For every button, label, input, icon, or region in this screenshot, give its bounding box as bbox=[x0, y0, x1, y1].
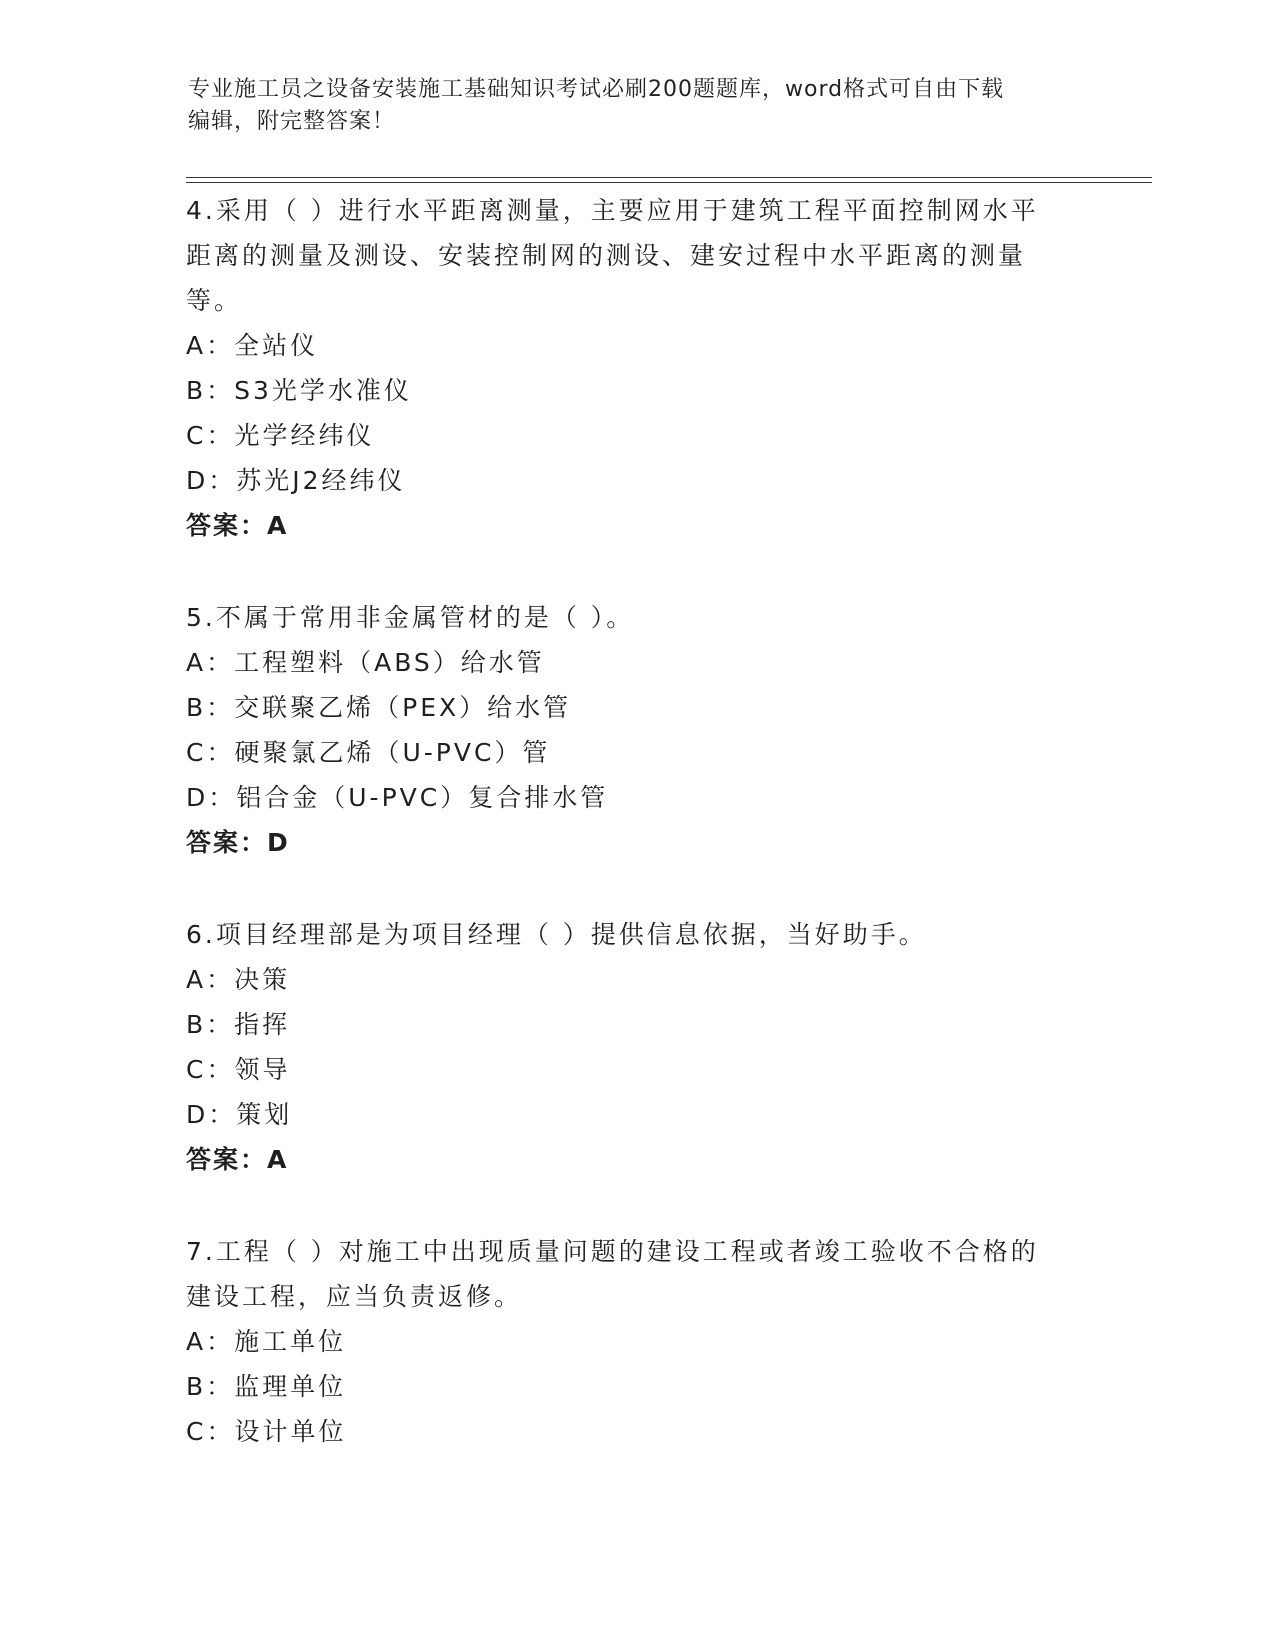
question-stem-line: 距离的测量及测设、安装控制网的测设、建安过程中水平距离的测量 bbox=[186, 241, 1027, 270]
option-a: A：施工单位 bbox=[186, 1327, 347, 1356]
question-stem-line: 5.不属于常用非金属管材的是（ ）。 bbox=[186, 603, 635, 632]
question-gap bbox=[186, 1182, 1086, 1229]
header-divider-top bbox=[186, 177, 1152, 178]
option-c: C：硬聚氯乙烯（U-PVC）管 bbox=[186, 738, 551, 767]
option-b: B：交联聚乙烯（PEX）给水管 bbox=[186, 693, 572, 722]
question-5 bbox=[186, 595, 1086, 865]
option-a: A：全站仪 bbox=[186, 331, 319, 360]
header-line-1: 专业施工员之设备安装施工基础知识考试必刷200题题库，word格式可自由下载 bbox=[188, 77, 1005, 102]
question-stem-line: 6.项目经理部是为项目经理（ ）提供信息依据，当好助手。 bbox=[186, 920, 927, 949]
question-gap bbox=[186, 865, 1086, 912]
option-b: B：S3光学水准仪 bbox=[186, 376, 412, 405]
question-gap bbox=[186, 548, 1086, 595]
option-d: D：苏光J2经纬仪 bbox=[186, 466, 406, 495]
option-a: A：决策 bbox=[186, 965, 291, 994]
header-divider-bottom bbox=[186, 182, 1152, 183]
option-c: C：设计单位 bbox=[186, 1417, 347, 1446]
question-list bbox=[186, 188, 1086, 1454]
option-b: B：监理单位 bbox=[186, 1372, 347, 1401]
question-stem-line: 建设工程，应当负责返修。 bbox=[186, 1282, 523, 1311]
answer-line: 答案：D bbox=[186, 828, 290, 857]
option-b: B：指挥 bbox=[186, 1010, 291, 1039]
option-a: A：工程塑料（ABS）给水管 bbox=[186, 648, 545, 677]
question-stem-line: 等。 bbox=[186, 286, 243, 315]
question-stem-line: 4.采用（ ）进行水平距离测量，主要应用于建筑工程平面控制网水平 bbox=[186, 196, 1039, 225]
answer-line: 答案：A bbox=[186, 1145, 289, 1174]
question-4 bbox=[186, 188, 1086, 548]
answer-line: 答案：A bbox=[186, 511, 289, 540]
option-d: D：铝合金（U-PVC）复合排水管 bbox=[186, 783, 609, 812]
option-c: C：领导 bbox=[186, 1055, 291, 1084]
header-line-2: 编辑，附完整答案！ bbox=[188, 109, 396, 134]
document-header bbox=[188, 74, 1088, 138]
option-d: D：策划 bbox=[186, 1100, 293, 1129]
question-7 bbox=[186, 1229, 1086, 1454]
question-6 bbox=[186, 912, 1086, 1182]
question-stem-line: 7.工程（ ）对施工中出现质量问题的建设工程或者竣工验收不合格的 bbox=[186, 1237, 1039, 1266]
option-c: C：光学经纬仪 bbox=[186, 421, 375, 450]
